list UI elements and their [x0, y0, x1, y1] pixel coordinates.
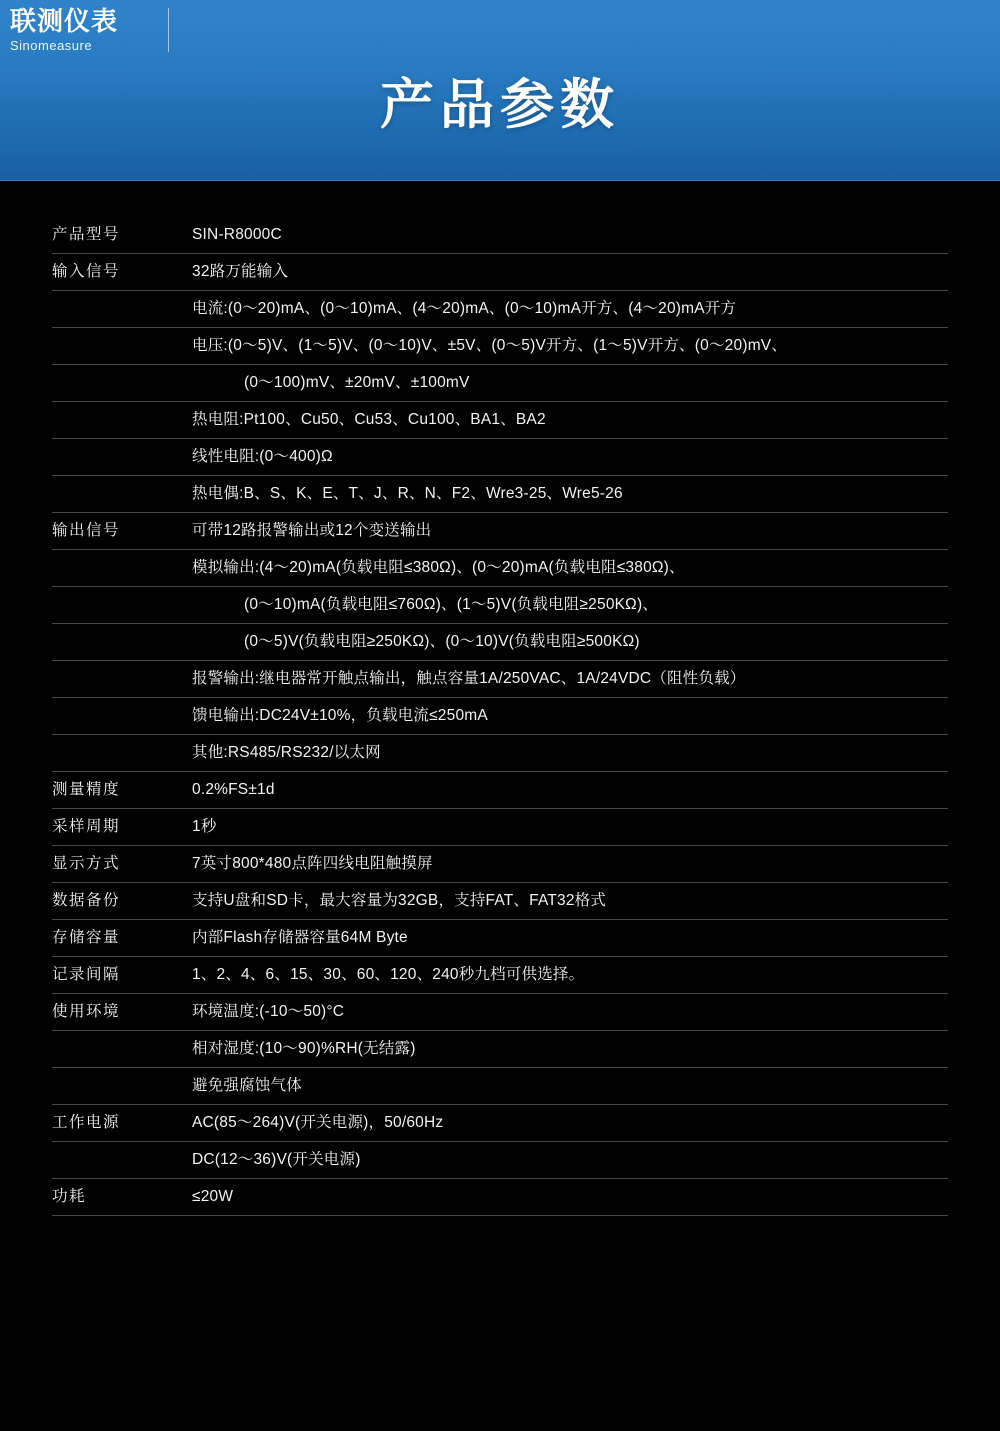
table-row: [52, 1031, 948, 1068]
table-row: [52, 846, 948, 883]
spec-label: 存储容量: [52, 920, 192, 957]
spec-table-container: [0, 181, 1000, 1216]
spec-table: [52, 217, 948, 1216]
table-row: [52, 772, 948, 809]
brand-logo-cn: 联测仪表: [10, 6, 119, 36]
spec-label-empty: [52, 661, 192, 698]
table-row: [52, 365, 948, 402]
page-header-banner: [0, 0, 1000, 181]
spec-value: [192, 365, 948, 402]
spec-label-empty: [52, 624, 192, 661]
table-row: [52, 1068, 948, 1105]
spec-value: [192, 624, 948, 661]
spec-value: 7英寸800*480点阵四线电阻触摸屏: [192, 846, 948, 883]
table-row: [52, 587, 948, 624]
table-row: [52, 698, 948, 735]
spec-value: 32路万能输入: [192, 254, 948, 291]
spec-value: 环境温度:(-10～50)°C: [192, 994, 948, 1031]
spec-label: 输出信号: [52, 513, 192, 550]
spec-value: ≤20W: [192, 1179, 948, 1216]
table-row: [52, 513, 948, 550]
table-row: [52, 883, 948, 920]
spec-label: 产品型号: [52, 217, 192, 254]
spec-label-empty: [52, 550, 192, 587]
table-row: [52, 254, 948, 291]
spec-value: DC(12～36)V(开关电源): [192, 1142, 948, 1179]
table-row: [52, 735, 948, 772]
spec-label-empty: [52, 1142, 192, 1179]
spec-value: [192, 587, 948, 624]
spec-value: 1秒: [192, 809, 948, 846]
spec-label-empty: [52, 365, 192, 402]
spec-value: 馈电输出:DC24V±10%，负载电流≤250mA: [192, 698, 948, 735]
spec-value: AC(85～264)V(开关电源)，50/60Hz: [192, 1105, 948, 1142]
spec-value: 报警输出:继电器常开触点输出，触点容量1A/250VAC、1A/24VDC（阻性负载）: [192, 661, 948, 698]
spec-label: 输入信号: [52, 254, 192, 291]
spec-value: 相对湿度:(10～90)%RH(无结露): [192, 1031, 948, 1068]
spec-label: 记录间隔: [52, 957, 192, 994]
spec-label: 使用环境: [52, 994, 192, 1031]
spec-value: 热电阻:Pt100、Cu50、Cu53、Cu100、BA1、BA2: [192, 402, 948, 439]
table-row: [52, 1105, 948, 1142]
spec-value: SIN-R8000C: [192, 217, 948, 254]
spec-value: 电流:(0～20)mA、(0～10)mA、(4～20)mA、(0～10)mA开方、(4～20)mA开方: [192, 291, 948, 328]
spec-label-empty: [52, 1068, 192, 1105]
spec-table-body: [52, 217, 948, 1216]
spec-value: 支持U盘和SD卡，最大容量为32GB，支持FAT、FAT32格式: [192, 883, 948, 920]
page-title: 产品参数: [380, 75, 620, 135]
table-row: [52, 291, 948, 328]
spec-label-empty: [52, 698, 192, 735]
spec-value: 模拟输出:(4～20)mA(负载电阻≤380Ω)、(0～20)mA(负载电阻≤380Ω)、: [192, 550, 948, 587]
spec-label: 工作电源: [52, 1105, 192, 1142]
spec-label-empty: [52, 735, 192, 772]
spec-label-empty: [52, 1031, 192, 1068]
table-row: [52, 402, 948, 439]
table-row: [52, 550, 948, 587]
spec-value: 内部Flash存储器容量64M Byte: [192, 920, 948, 957]
table-row: [52, 217, 948, 254]
spec-label-empty: [52, 328, 192, 365]
spec-value-text: (0～5)V(负载电阻≥250KΩ)、(0～10)V(负载电阻≥500KΩ): [244, 632, 640, 650]
spec-label-empty: [52, 291, 192, 328]
table-row: [52, 957, 948, 994]
table-row: [52, 1179, 948, 1216]
table-row: [52, 994, 948, 1031]
table-row: [52, 920, 948, 957]
spec-value: 电压:(0～5)V、(1～5)V、(0～10)V、±5V、(0～5)V开方、(1～5)V开方、(0～20)mV、: [192, 328, 948, 365]
spec-label: 采样周期: [52, 809, 192, 846]
spec-value: 其他:RS485/RS232/以太网: [192, 735, 948, 772]
table-row: [52, 1142, 948, 1179]
spec-value: 避免强腐蚀气体: [192, 1068, 948, 1105]
spec-value-text: (0～100)mV、±20mV、±100mV: [244, 373, 470, 391]
spec-label-empty: [52, 587, 192, 624]
spec-label: 数据备份: [52, 883, 192, 920]
spec-label: 显示方式: [52, 846, 192, 883]
spec-value-text: (0～10)mA(负载电阻≤760Ω)、(1～5)V(负载电阻≥250KΩ)、: [244, 595, 659, 613]
table-row: [52, 809, 948, 846]
table-row: [52, 328, 948, 365]
spec-label-empty: [52, 439, 192, 476]
table-row: [52, 476, 948, 513]
table-row: [52, 439, 948, 476]
table-row: [52, 661, 948, 698]
spec-value: 可带12路报警输出或12个变送输出: [192, 513, 948, 550]
spec-value: 热电偶:B、S、K、E、T、J、R、N、F2、Wre3-25、Wre5-26: [192, 476, 948, 513]
spec-label-empty: [52, 476, 192, 513]
brand-logo: [10, 8, 169, 52]
brand-logo-en: Sinomeasure: [10, 38, 93, 53]
spec-label-empty: [52, 402, 192, 439]
spec-value: 1、2、4、6、15、30、60、120、240秒九档可供选择。: [192, 957, 948, 994]
spec-value: 0.2%FS±1d: [192, 772, 948, 809]
table-row: [52, 624, 948, 661]
spec-label: 功耗: [52, 1179, 192, 1216]
spec-value: 线性电阻:(0～400)Ω: [192, 439, 948, 476]
spec-label: 测量精度: [52, 772, 192, 809]
